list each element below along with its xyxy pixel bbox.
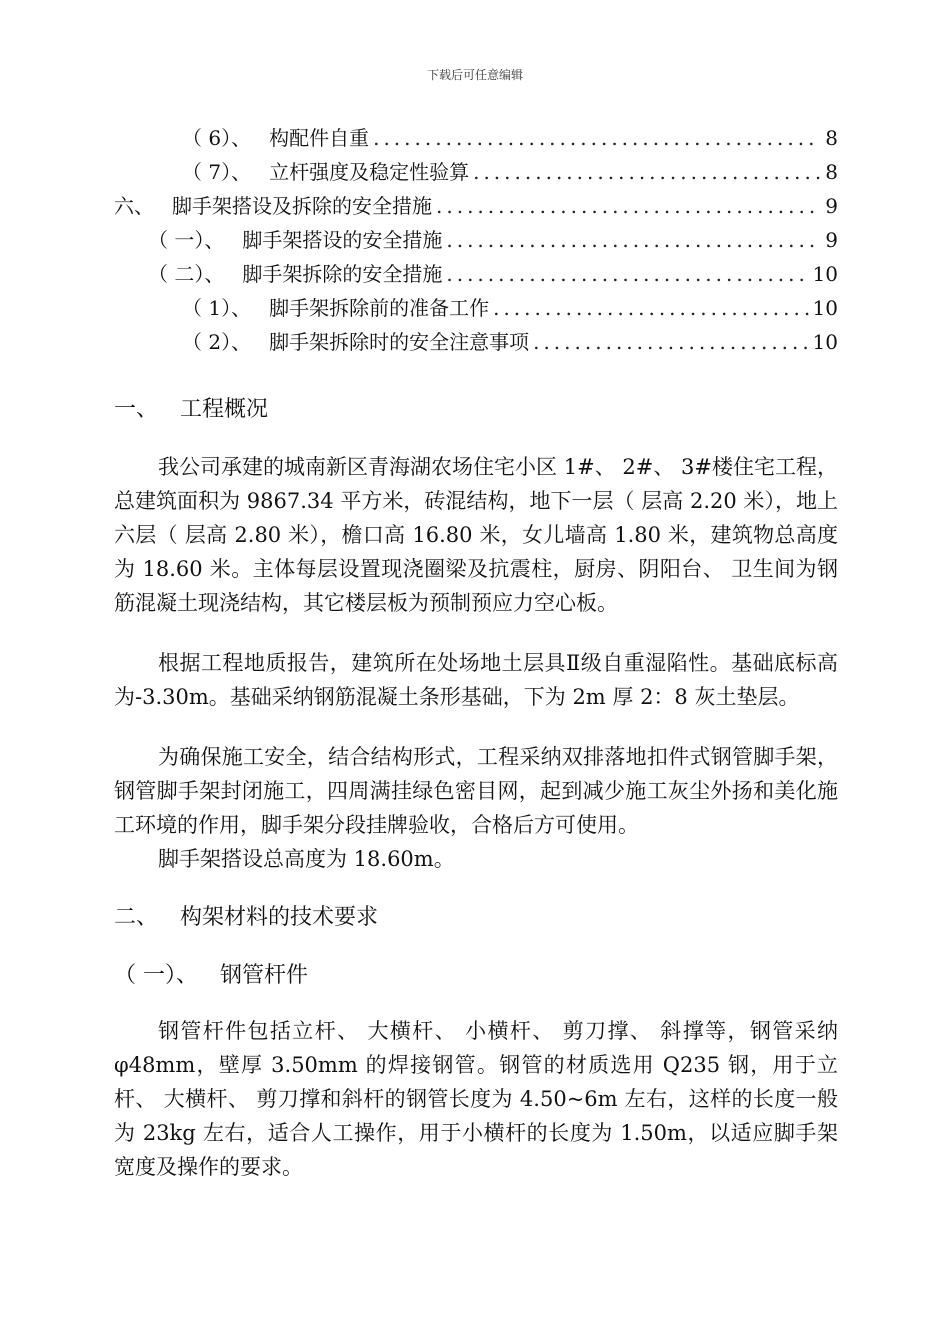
toc-entry-number: 六、 — [114, 194, 154, 218]
toc-entry-number: （ 6）、 — [182, 126, 252, 150]
toc-entry-page: 8 — [825, 160, 838, 184]
subsection-number: （ 一）、 — [114, 963, 198, 988]
toc-entry-number: （ 2）、 — [182, 330, 252, 354]
toc-entry-title: 脚手架拆除前的准备工作 — [269, 296, 490, 320]
toc-entry-number: （ 二）、 — [148, 262, 225, 286]
page-header-note: 下载后可任意编辑 — [426, 68, 523, 82]
toc-entry-title: 脚手架搭设的安全措施 — [242, 228, 443, 252]
toc-entry[interactable] — [114, 224, 838, 258]
section-title: 工程概况 — [180, 397, 269, 422]
table-of-contents — [114, 122, 838, 360]
toc-entry-page: 9 — [825, 194, 838, 218]
paragraph-geology: 根据工程地质报告，建筑所在处场地土层具Ⅱ级自重湿陷性。基础底标高为-3.30m。基础采纳钢筋混凝土条形基础，下为 2m 厚 2：8 灰土垫层。 — [114, 651, 838, 709]
toc-entry-title: 脚手架搭设及拆除的安全措施 — [172, 194, 432, 218]
paragraph-project-summary: 我公司承建的城南新区青海湖农场住宅小区 1#、 2#、 3#楼住宅工程，总建筑面积为 9867.34 平方米，砖混结构，地下一层（ 层高 2.20 米），地上六层（ 层高 2.80 米），檐口高 16.80 米，女儿墙高 1.80 米，建筑物总高度为 18.60 米。主体每层设置现浇圈梁及抗震柱，厨房、阴阳台、 卫生间为钢筋混凝土现浇结构，其它楼层板为预制预应力空心板。 — [114, 455, 838, 615]
toc-leader-dots — [533, 330, 808, 354]
section-title: 构架材料的技术要求 — [180, 905, 379, 930]
toc-entry-page: 8 — [825, 126, 838, 150]
toc-entry[interactable] — [114, 190, 838, 224]
toc-leader-dots — [446, 262, 808, 286]
toc-entry-title: 脚手架拆除的安全措施 — [242, 262, 443, 286]
section-number: 二、 — [114, 905, 159, 930]
paragraph-scaffold-type: 为确保施工安全，结合结构形式，工程采纳双排落地扣件式钢管脚手架，钢管脚手架封闭施工，四周满挂绿色密目网，起到减少施工灰尘外扬和美化施工环境的作用，脚手架分段挂牌验收，合格后方可使用。 — [114, 745, 838, 837]
toc-entry-page: 10 — [812, 262, 838, 286]
toc-entry[interactable] — [114, 292, 838, 326]
toc-leader-dots — [446, 228, 820, 252]
paragraph-scaffold-height: 脚手架搭设总高度为 18.60m。 — [158, 847, 455, 871]
section-heading-material-requirements — [114, 900, 378, 931]
toc-entry-number: （ 1）、 — [182, 296, 252, 320]
toc-entry-page: 9 — [825, 228, 838, 252]
section-heading-project-overview — [114, 392, 268, 423]
toc-entry-page: 10 — [812, 296, 838, 320]
toc-leader-dots — [373, 126, 820, 150]
toc-entry-title: 脚手架拆除时的安全注意事项 — [269, 330, 530, 354]
toc-entry-number: （ 一）、 — [148, 228, 225, 252]
toc-entry[interactable] — [114, 156, 838, 190]
toc-leader-dots — [473, 160, 820, 184]
toc-entry-number: （ 7）、 — [182, 160, 252, 184]
toc-entry-title: 构配件自重 — [269, 126, 370, 150]
toc-entry[interactable] — [114, 122, 838, 156]
section-number: 一、 — [114, 397, 159, 422]
toc-leader-dots — [436, 194, 820, 218]
toc-entry-title: 立杆强度及稳定性验算 — [269, 160, 470, 184]
subsection-heading-steel-tubes — [114, 958, 308, 989]
paragraph-steel-tubes: 钢管杆件包括立杆、 大横杆、 小横杆、 剪刀撑、 斜撑等，钢管采纳 φ48mm，壁厚 3.50mm 的焊接钢管。钢管的材质选用 Q235 钢，用于立杆、 大横杆、 剪刀撑和斜杆的钢管长度为 4.50~6m 左右，这样的长度一般为 23kg 左右，适合人工操作，用于小横杆的长度为 1.50m，以适应脚手架宽度及操作的要求。 — [114, 1019, 838, 1179]
toc-entry[interactable] — [114, 258, 838, 292]
toc-entry[interactable] — [114, 326, 838, 360]
toc-entry-page: 10 — [812, 330, 838, 354]
subsection-title: 钢管杆件 — [220, 963, 309, 988]
toc-leader-dots — [493, 296, 808, 320]
